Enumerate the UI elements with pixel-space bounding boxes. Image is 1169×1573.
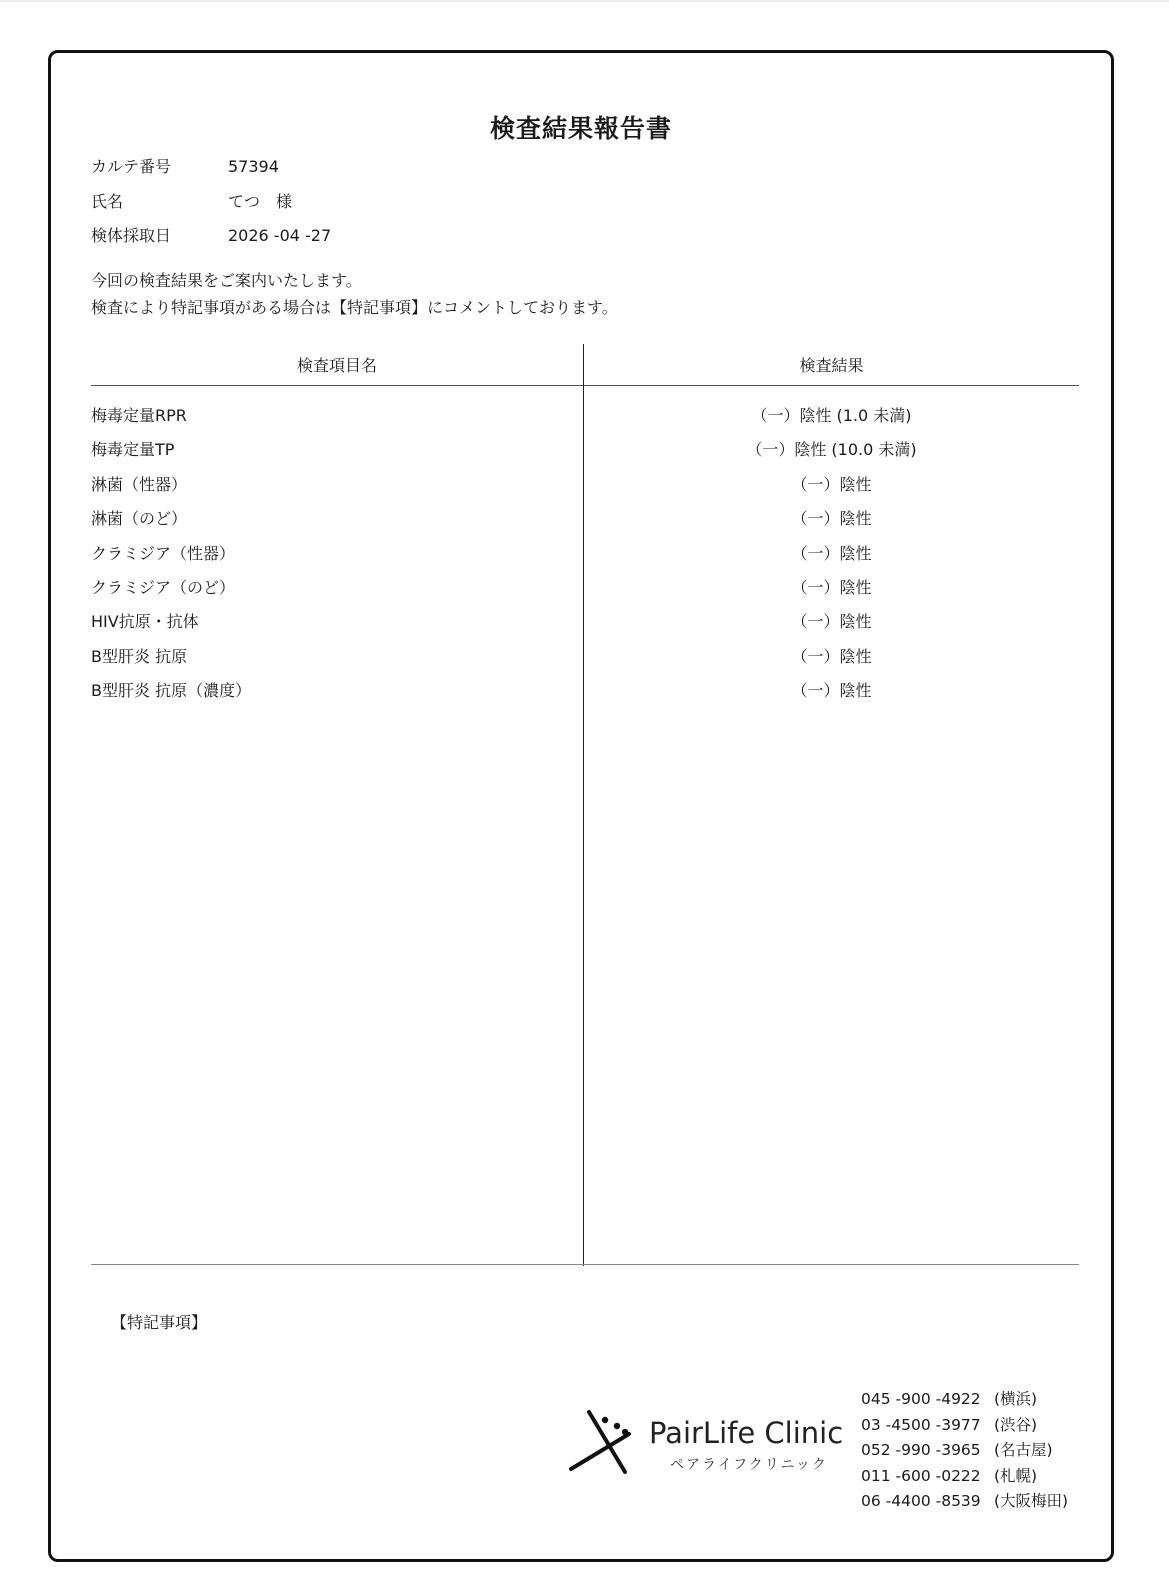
phone-branch: (札幌)	[994, 1466, 1038, 1485]
table-bottom-divider	[91, 1264, 1079, 1265]
collection-date-label: 検体採取日	[91, 226, 172, 245]
phone-number: 052 -990 -3965	[861, 1441, 981, 1459]
table-row	[91, 540, 1079, 574]
test-result-value: （一）陰性	[791, 612, 872, 632]
clinic-phone-list	[861, 1387, 1068, 1515]
results-table	[91, 402, 1079, 712]
table-row	[91, 643, 1079, 677]
phone-line	[861, 1464, 1068, 1490]
phone-branch: (渋谷)	[994, 1415, 1038, 1434]
test-item-name: HIV抗原・抗体	[91, 612, 199, 632]
test-item-name: クラミジア（のど）	[91, 577, 236, 597]
table-row	[91, 471, 1079, 505]
header-test-item: 検査項目名	[296, 356, 377, 375]
test-result-value: （一）陰性	[791, 681, 872, 701]
intro-line: 検査により特記事項がある場合は【特記事項】にコメントしております。	[91, 298, 618, 317]
test-item-name: 梅毒定量RPR	[91, 406, 187, 425]
top-edge-line	[0, 0, 1169, 2]
phone-branch: (横浜)	[994, 1390, 1038, 1408]
table-row	[91, 608, 1079, 642]
phone-branch: (大阪梅田)	[994, 1492, 1069, 1510]
phone-number: 011 -600 -0222	[861, 1466, 981, 1485]
x-figure-dots-icon	[567, 1406, 647, 1476]
phone-number: 06 -4400 -8539	[861, 1492, 981, 1510]
test-item-name: B型肝炎 抗原	[91, 646, 188, 666]
patient-name-value: てつ 様	[228, 192, 293, 211]
phone-line	[861, 1387, 1068, 1413]
test-item-name: クラミジア（性器）	[91, 543, 236, 563]
header-test-result: 検査結果	[799, 356, 864, 375]
test-result-value: （一）陰性 (10.0 未満)	[746, 440, 917, 460]
test-item-name: 淋菌（のど）	[91, 509, 188, 529]
page-title: 検査結果報告書	[489, 114, 672, 143]
clinic-name: PairLife Clinic	[649, 1416, 844, 1450]
patient-name-label: 氏名	[91, 192, 124, 211]
chart-number-label: カルテ番号	[91, 157, 172, 176]
test-result-value: （一）陰性	[791, 543, 872, 563]
table-row	[91, 677, 1079, 711]
report-sheet	[48, 50, 1114, 1562]
phone-line	[861, 1438, 1068, 1464]
test-result-value: （一）陰性	[791, 577, 872, 597]
test-result-value: （一）陰性	[791, 509, 872, 529]
test-result-value: （一）陰性	[791, 646, 872, 666]
header-divider	[91, 385, 1079, 386]
test-result-value: （一）陰性 (1.0 未満)	[751, 406, 912, 425]
phone-branch: (名古屋)	[994, 1441, 1053, 1459]
phone-line	[861, 1413, 1068, 1439]
test-result-value: （一）陰性	[791, 474, 872, 494]
intro-line: 今回の検査結果をご案内いたします。	[91, 271, 362, 290]
clinic-logo	[567, 1406, 847, 1476]
collection-date-value: 2026 -04 -27	[228, 226, 332, 245]
chart-number-value: 57394	[228, 157, 279, 176]
clinic-name-kana: ペアライフクリニック	[670, 1457, 828, 1473]
table-row	[91, 402, 1079, 436]
phone-line	[861, 1489, 1068, 1515]
remarks-label: 【特記事項】	[111, 1313, 208, 1332]
test-item-name: 淋菌（性器）	[91, 474, 188, 494]
table-row	[91, 436, 1079, 470]
intro-text	[91, 267, 618, 321]
phone-number: 03 -4500 -3977	[861, 1415, 981, 1434]
phone-number: 045 -900 -4922	[861, 1390, 981, 1408]
table-row	[91, 574, 1079, 608]
test-item-name: 梅毒定量TP	[91, 440, 175, 460]
table-row	[91, 505, 1079, 539]
test-item-name: B型肝炎 抗原（濃度）	[91, 681, 252, 701]
